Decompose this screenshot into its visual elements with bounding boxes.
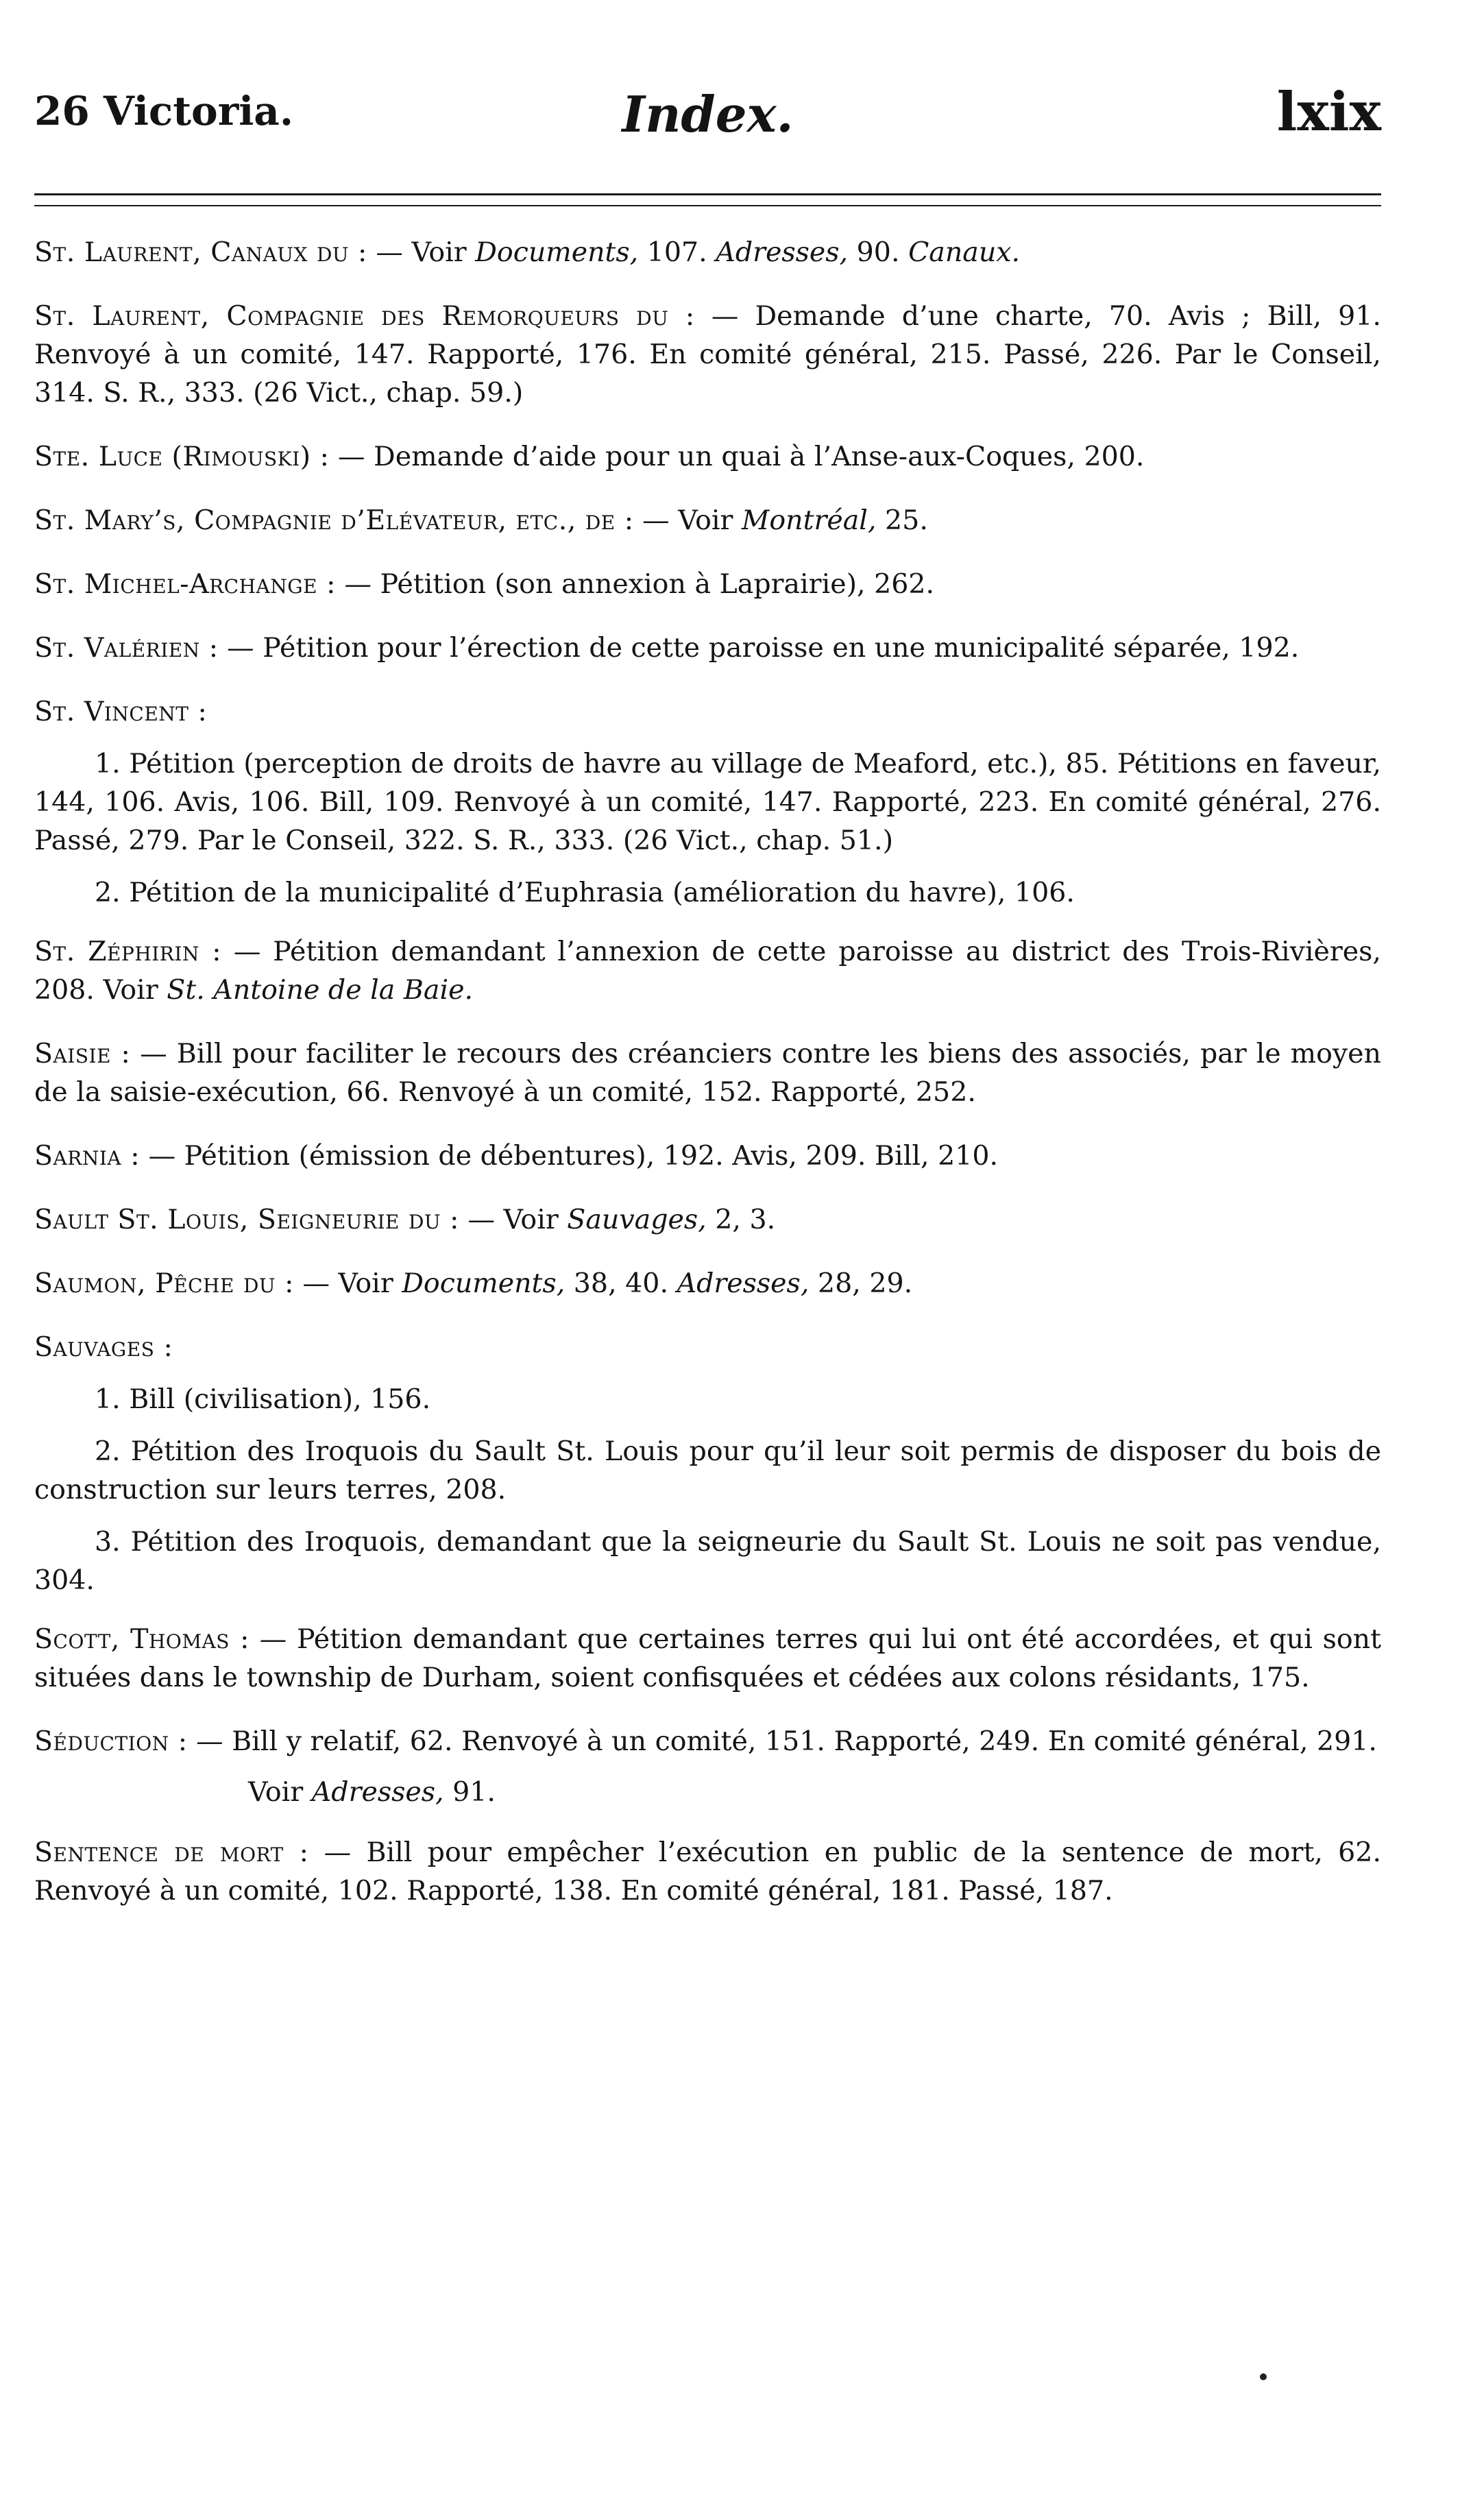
index-entry: St. Valérien : — Pétition pour l’érection de cette paroisse en une municipalité séparée, 192.: [34, 632, 1300, 664]
index-entry: Sentence de mort : — Bill pour empêcher l’exécution en public de la sentence de mort, 62. Renvoyé à un comité, 102. Rapporté, 138. En comité général, 181. Passé, 187.: [34, 1837, 1381, 1907]
header-rule-thick: [34, 193, 1381, 195]
entry-term: St. Michel-Archange :: [34, 568, 336, 600]
index-entry: [34, 1328, 1381, 1366]
header-rule-thin: [34, 205, 1381, 206]
entry-term: St. Zéphirin :: [34, 936, 222, 967]
index-entry: St. Mary’s, Compagnie d’Elévateur, etc., de : — Voir Montréal, 25.: [34, 505, 928, 536]
index-subentry: 2. Pétition de la municipalité d’Euphrasia (amélioration du havre), 106.: [95, 877, 1075, 908]
entry-term: Scott, Thomas :: [34, 1623, 250, 1655]
cross-reference: Voir Adresses, 91.: [248, 1776, 496, 1808]
entry-term: St. Vincent :: [34, 696, 208, 727]
index-subentry: 1. Bill (civilisation), 156.: [95, 1383, 431, 1415]
entry-term: Séduction :: [34, 1726, 188, 1757]
entry-term: Sentence de mort :: [34, 1837, 309, 1868]
entry-term: St. Valérien :: [34, 632, 219, 664]
entry-term: St. Laurent, Canaux du :: [34, 237, 367, 268]
entry-term: Saumon, Pêche du :: [34, 1268, 294, 1299]
header-page-number: lxix: [1276, 81, 1381, 143]
index-subentry: 3. Pétition des Iroquois, demandant que la seigneurie du Sault St. Louis ne soit pas vendue, 304.: [34, 1526, 1381, 1596]
entry-term: Saisie :: [34, 1038, 131, 1069]
entry-term: St. Mary’s, Compagnie d’Elévateur, etc., de :: [34, 505, 634, 536]
index-entry: Sault St. Louis, Seigneurie du : — Voir Sauvages, 2, 3.: [34, 1204, 776, 1235]
entry-term: Sault St. Louis, Seigneurie du :: [34, 1204, 459, 1235]
index-entry: Sarnia : — Pétition (émission de débentures), 192. Avis, 209. Bill, 210.: [34, 1140, 999, 1172]
index-entry: Ste. Luce (Rimouski) : — Demande d’aide pour un quai à l’Anse-aux-Coques, 200.: [34, 441, 1145, 472]
header-volume: 26 Victoria.: [34, 88, 294, 134]
entry-term: St. Laurent, Compagnie des Remorqueurs du :: [34, 300, 695, 332]
entry-term: Sauvages :: [34, 1331, 173, 1363]
entry-term: Sarnia :: [34, 1140, 141, 1172]
entry-term: Ste. Luce (Rimouski) :: [34, 441, 330, 472]
index-entry: St. Laurent, Compagnie des Remorqueurs du : — Demande d’une charte, 70. Avis ; Bill, 91. Renvoyé à un comité, 147. Rapporté, 176. En comité général, 215. Passé, 226. Par le Conseil, 314. S. R., 333. (26 Vict., chap. 59.): [34, 300, 1381, 409]
index-subentry: 1. Pétition (perception de droits de havre au village de Meaford, etc.), 85. Pétitions en faveur, 144, 106. Avis, 106. Bill, 109. Renvoyé à un comité, 147. Rapporté, 223. En comité général, 276. Passé, 279. Par le Conseil, 322. S. R., 333. (26 Vict., chap. 51.): [34, 748, 1381, 856]
index-entry: St. Zéphirin : — Pétition demandant l’annexion de cette paroisse au district des Trois-Rivières, 208. Voir St. Antoine de la Baie.: [34, 936, 1381, 1006]
index-entry: Saisie : — Bill pour faciliter le recours des créanciers contre les biens des associés, par le moyen de la saisie-exécution, 66. Renvoyé à un comité, 152. Rapporté, 252.: [34, 1038, 1381, 1108]
header-title: Index.: [622, 85, 794, 143]
index-entry: Séduction : — Bill y relatif, 62. Renvoyé à un comité, 151. Rapporté, 249. En comité général, 291.: [34, 1726, 1377, 1757]
index-entries: [34, 233, 1381, 1935]
index-entry: St. Michel-Archange : — Pétition (son annexion à Laprairie), 262.: [34, 568, 935, 600]
index-entry: St. Laurent, Canaux du : — Voir Documents, 107. Adresses, 90. Canaux.: [34, 237, 1021, 268]
running-header: [34, 81, 1381, 163]
ink-speck: [1260, 2373, 1267, 2380]
index-entry: Saumon, Pêche du : — Voir Documents, 38, 40. Adresses, 28, 29.: [34, 1268, 913, 1299]
index-subentry: 2. Pétition des Iroquois du Sault St. Louis pour qu’il leur soit permis de disposer du bois de construction sur leurs terres, 208.: [34, 1436, 1381, 1505]
index-entry: [34, 692, 1381, 731]
index-entry: Scott, Thomas : — Pétition demandant que certaines terres qui lui ont été accordées, et qui sont situées dans le township de Durham, soient confisquées et cédées aux colons résidants, 175.: [34, 1623, 1381, 1693]
